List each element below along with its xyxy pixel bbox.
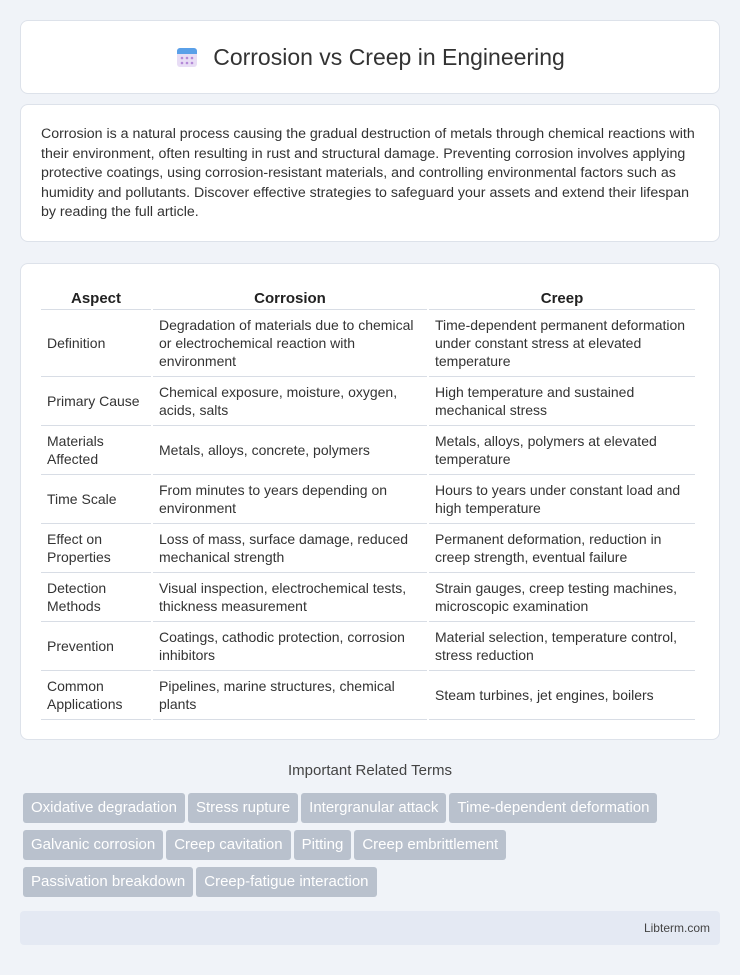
- related-term-tag[interactable]: Pitting: [294, 830, 352, 860]
- cell-corrosion: Degradation of materials due to chemical or electrochemical reaction with environment: [153, 310, 427, 377]
- cell-aspect: Definition: [41, 310, 151, 377]
- table-row: [41, 671, 695, 720]
- table-row: [41, 426, 695, 475]
- cell-aspect: Time Scale: [41, 475, 151, 524]
- cell-corrosion: Pipelines, marine structures, chemical plants: [153, 671, 427, 720]
- table-row: [41, 377, 695, 426]
- related-terms-list: [23, 793, 723, 904]
- intro-card: [20, 104, 720, 242]
- table-row: [41, 475, 695, 524]
- cell-creep: Hours to years under constant load and high temperature: [429, 475, 695, 524]
- cell-corrosion: Metals, alloys, concrete, polymers: [153, 426, 427, 475]
- cell-corrosion: Loss of mass, surface damage, reduced mechanical strength: [153, 524, 427, 573]
- cell-aspect: Primary Cause: [41, 377, 151, 426]
- calendar-icon: [175, 45, 199, 69]
- footer-link[interactable]: Libterm.com: [643, 921, 710, 935]
- cell-aspect: Common Applications: [41, 671, 151, 720]
- table-row: [41, 573, 695, 622]
- cell-corrosion: Visual inspection, electrochemical tests, thickness measurement: [153, 573, 427, 622]
- related-term-tag[interactable]: Creep cavitation: [166, 830, 290, 860]
- related-term-tag[interactable]: Creep-fatigue interaction: [196, 867, 376, 897]
- table-row: [41, 622, 695, 671]
- cell-creep: Time-dependent permanent deformation under constant stress at elevated temperature: [429, 310, 695, 377]
- table-header-row: [41, 284, 695, 310]
- footer: [20, 911, 720, 945]
- intro-text: Corrosion is a natural process causing the gradual destruction of metals through chemical reactions with their environment, often resulting in rust and structural damage. Preventing corrosion involves applying protective coatings, using corrosion-resistant materials, and controlling environmental factors such as humidity and pollutants. Discover effective strategies to safeguard your assets and extend their lifespan by reading the full article.: [41, 126, 695, 220]
- cell-aspect: Detection Methods: [41, 573, 151, 622]
- cell-corrosion: Coatings, cathodic protection, corrosion inhibitors: [153, 622, 427, 671]
- cell-creep: Strain gauges, creep testing machines, microscopic examination: [429, 573, 695, 622]
- header-card: [20, 20, 720, 94]
- comparison-card: [20, 263, 720, 740]
- cell-corrosion: From minutes to years depending on environment: [153, 475, 427, 524]
- header-creep: Creep: [429, 284, 695, 310]
- cell-creep: High temperature and sustained mechanical stress: [429, 377, 695, 426]
- related-term-tag[interactable]: Creep embrittlement: [354, 830, 506, 860]
- table-row: [41, 524, 695, 573]
- cell-aspect: Effect on Properties: [41, 524, 151, 573]
- related-term-tag[interactable]: Passivation breakdown: [23, 867, 193, 897]
- cell-aspect: Materials Affected: [41, 426, 151, 475]
- related-term-tag[interactable]: Stress rupture: [188, 793, 298, 823]
- cell-creep: Permanent deformation, reduction in creep strength, eventual failure: [429, 524, 695, 573]
- related-term-tag[interactable]: Oxidative degradation: [23, 793, 185, 823]
- table-row: [41, 310, 695, 377]
- related-term-tag[interactable]: Intergranular attack: [301, 793, 446, 823]
- cell-creep: Metals, alloys, polymers at elevated temperature: [429, 426, 695, 475]
- header-corrosion: Corrosion: [153, 284, 427, 310]
- cell-corrosion: Chemical exposure, moisture, oxygen, acids, salts: [153, 377, 427, 426]
- page-title: Corrosion vs Creep in Engineering: [213, 43, 565, 70]
- related-term-tag[interactable]: Time-dependent deformation: [449, 793, 657, 823]
- cell-aspect: Prevention: [41, 622, 151, 671]
- related-terms-title: Important Related Terms: [288, 762, 452, 779]
- cell-creep: Material selection, temperature control, stress reduction: [429, 622, 695, 671]
- cell-creep: Steam turbines, jet engines, boilers: [429, 671, 695, 720]
- comparison-table: [39, 284, 697, 720]
- header-aspect: Aspect: [41, 284, 151, 310]
- related-term-tag[interactable]: Galvanic corrosion: [23, 830, 163, 860]
